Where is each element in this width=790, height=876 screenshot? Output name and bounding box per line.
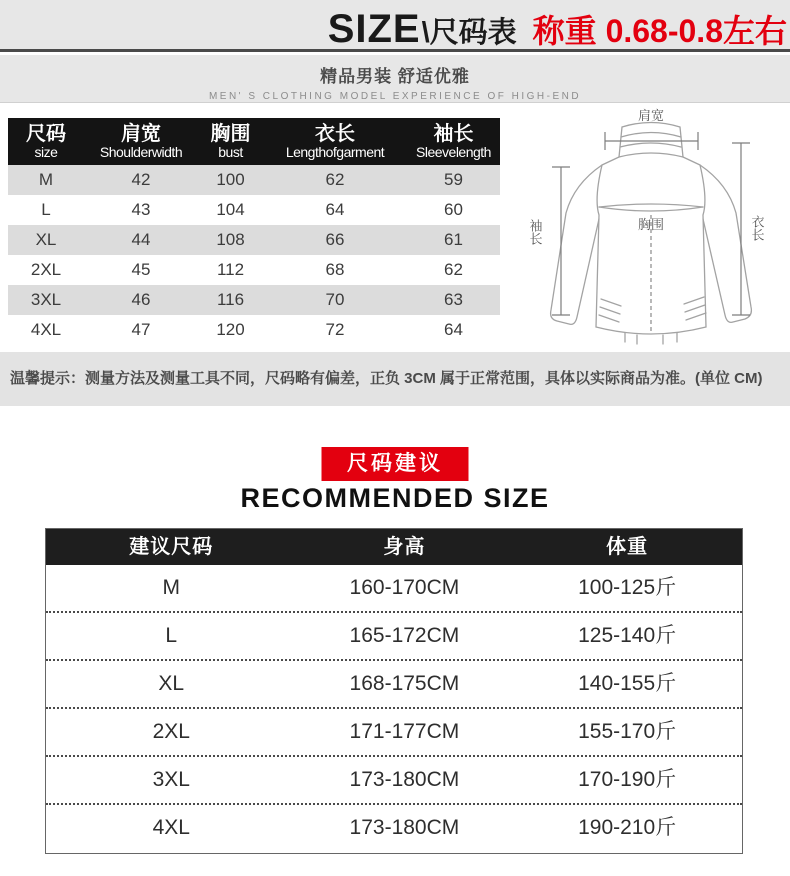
- weight-note: 称重 0.68-0.8左右: [532, 13, 787, 49]
- garment-length-label: 衣长: [749, 215, 765, 241]
- subtitle-en: MEN' S CLOTHING MODEL EXPERIENCE OF HIGH-END: [208, 91, 582, 102]
- size-table-header: [8, 118, 500, 165]
- shoulder-width-label: 肩宽: [637, 108, 665, 123]
- size-table: [8, 118, 500, 345]
- garment-sketch-svg: [505, 103, 790, 352]
- recommend-table: [45, 528, 743, 854]
- col-size: 尺码 size: [26, 122, 66, 160]
- subtitle-band: [0, 55, 790, 103]
- size-section: [0, 103, 790, 352]
- table-row: 3XL 173-180CM 170-190斤: [46, 757, 742, 805]
- table-row: 3XL 46 116 70 63: [8, 285, 500, 315]
- col-height: 身高: [383, 536, 426, 558]
- sleeve-length-label: 袖长: [527, 219, 543, 245]
- recommend-table-header: [46, 529, 742, 565]
- size-advice-banner: 尺码建议: [322, 447, 469, 481]
- table-row: L 43 104 64 60: [41, 200, 463, 219]
- size-title-cn: \尺码表: [421, 17, 517, 49]
- table-row: 2XL 45 112 68 62: [30, 260, 463, 279]
- note-strip: 温馨提示：测量方法及测量工具不同，尺码略有偏差，正负 3CM 属于正常范围，具体以实际商品为准。(单位 CM): [0, 352, 790, 406]
- table-row: XL 44 108 66 61: [8, 225, 500, 255]
- table-row: 4XL 47 120 72 64: [30, 320, 463, 339]
- col-recommend-size: 建议尺码: [129, 536, 214, 558]
- title-band: [0, 0, 790, 52]
- table-row: 2XL 171-177CM 155-170斤: [46, 709, 742, 757]
- col-sleeve: 袖长 Sleevelength: [416, 122, 491, 160]
- col-length: 衣长 Lengthofgarment: [285, 122, 385, 160]
- size-title-en: SIZE: [327, 7, 421, 51]
- table-row: L 165-172CM 125-140斤: [46, 613, 742, 661]
- table-row: M 160-170CM 100-125斤: [46, 565, 742, 613]
- bust-label: 胸围: [637, 217, 665, 232]
- col-shoulder: 肩宽 Shoulderwidth: [99, 122, 183, 160]
- table-row: XL 168-175CM 140-155斤: [46, 661, 742, 709]
- recommended-size-heading: RECOMMENDED SIZE: [240, 483, 550, 513]
- subtitle-cn: 精品男装 舒适优雅: [320, 67, 470, 86]
- table-row: M 42 100 62 59: [8, 165, 500, 195]
- col-weight: 体重: [606, 536, 649, 558]
- table-row: 4XL 173-180CM 190-210斤: [152, 816, 677, 839]
- garment-diagram: [505, 103, 790, 352]
- col-bust: 胸围 bust: [210, 122, 251, 160]
